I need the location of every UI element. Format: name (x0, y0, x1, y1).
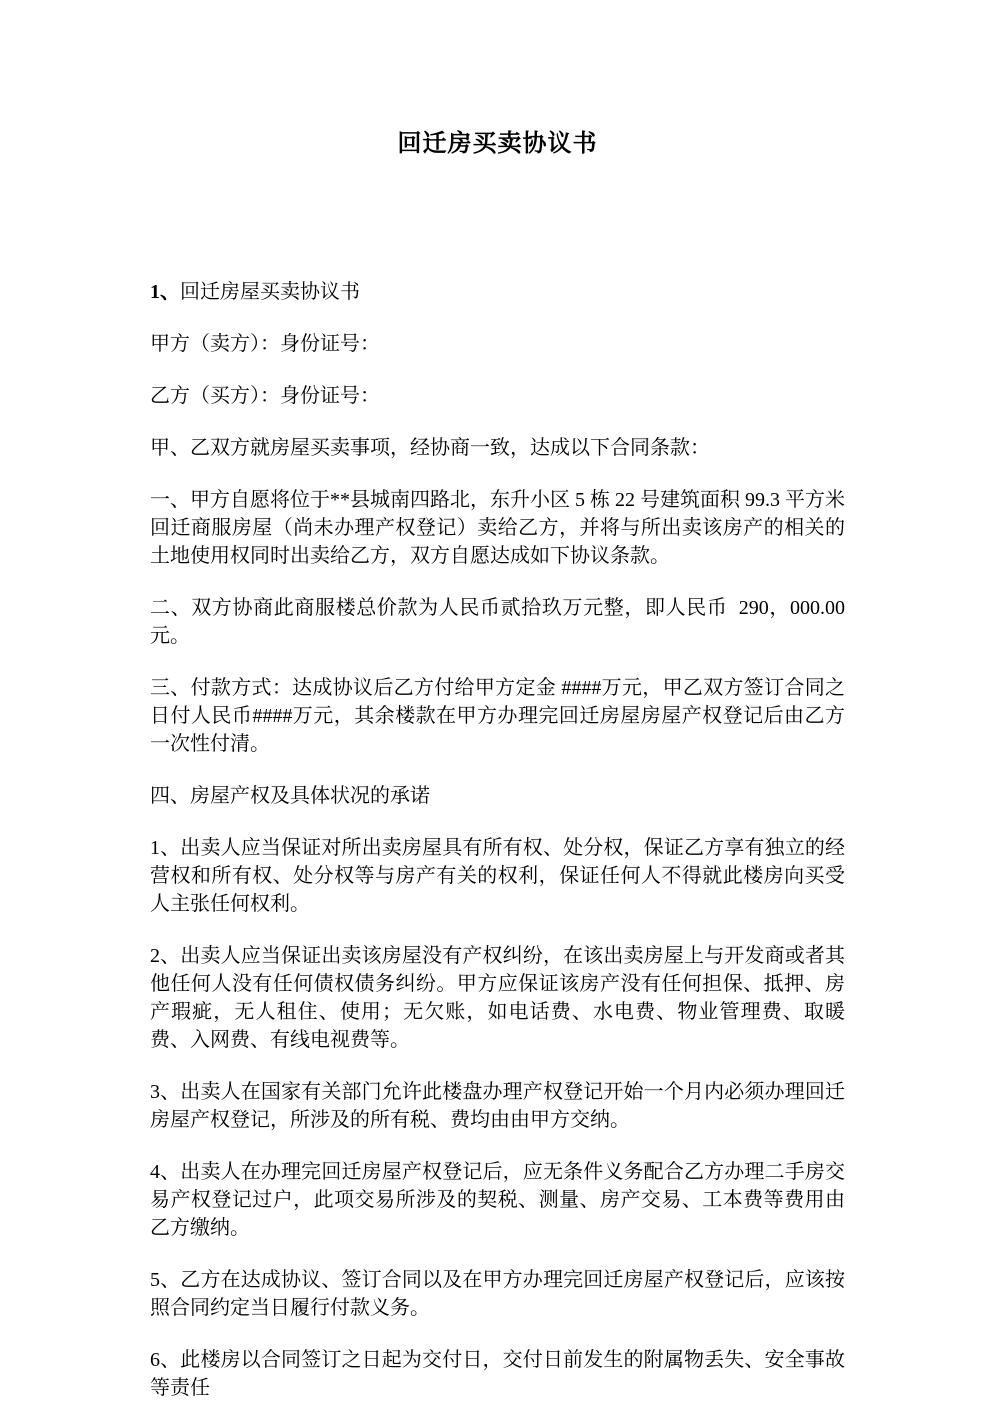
paragraph: 甲方（卖方）：身份证号： (150, 333, 380, 355)
document-title: 回迁房买卖协议书 (397, 131, 598, 157)
paragraph: 3、出卖人在国家有关部门允许此楼盘办理产权登记开始一个月内必须办理回迁房屋产权登记，所涉及的所有税、费均由由甲方交纳。 (150, 1081, 845, 1131)
paragraph: 5、乙方在达成协议、签订合同以及在甲方办理完回迁房屋产权登记后，应该按照合同约定当日履行付款义务。 (150, 1269, 845, 1319)
paragraph: 2、出卖人应当保证出卖该房屋没有产权纠纷，在该出卖房屋上与开发商或者其他任何人没有任何债权债务纠纷。甲方应保证该房产没有任何担保、抵押、房产瑕疵，无人租住、使用；无欠账，如电话费、水电费、物业管理费、取暖费、入网费、有线电视费等。 (150, 945, 845, 1051)
intro-item-text: 回迁房屋买卖协议书 (180, 281, 360, 303)
document-body (150, 278, 850, 1402)
intro-item (150, 278, 845, 306)
paragraph: 1、出卖人应当保证对所出卖房屋具有所有权、处分权，保证乙方享有独立的经营权和所有权、处分权等与房产有关的权利，保证任何人不得就此楼房向买受人主张任何权利。 (150, 837, 845, 915)
intro-item-number: 1、 (150, 281, 180, 303)
paragraph: 6、此楼房以合同签订之日起为交付日，交付日前发生的附属物丢失、安全事故等责任 (150, 1349, 845, 1399)
paragraph: 4、出卖人在办理完回迁房屋产权登记后，应无条件义务配合乙方办理二手房交易产权登记过户，此项交易所涉及的契税、测量、房产交易、工本费等费用由乙方缴纳。 (150, 1161, 845, 1239)
paragraph: 一、甲方自愿将位于**县城南四路北，东升小区 5 栋 22 号建筑面积 99.3 平方米回迁商服房屋（尚未办理产权登记）卖给乙方，并将与所出卖该房产的相关的土地使用权同时出卖给乙方，双方自愿达成如下协议条款。 (150, 489, 845, 567)
paragraph: 乙方（买方）：身份证号： (150, 385, 380, 407)
paragraph: 四、房屋产权及具体状况的承诺 (150, 785, 430, 807)
paragraph: 二、双方协商此商服楼总价款为人民币贰拾玖万元整，即人民币 290，000.00 元。 (150, 597, 850, 647)
document-paragraphs (150, 330, 850, 1402)
paragraph: 三、付款方式：达成协议后乙方付给甲方定金 ####万元，甲乙双方签订合同之日付人民币####万元，其余楼款在甲方办理完回迁房屋房屋产权登记后由乙方一次性付清。 (150, 677, 845, 755)
paragraph: 甲、乙双方就房屋买卖事项，经协商一致，达成以下合同条款： (150, 437, 710, 459)
